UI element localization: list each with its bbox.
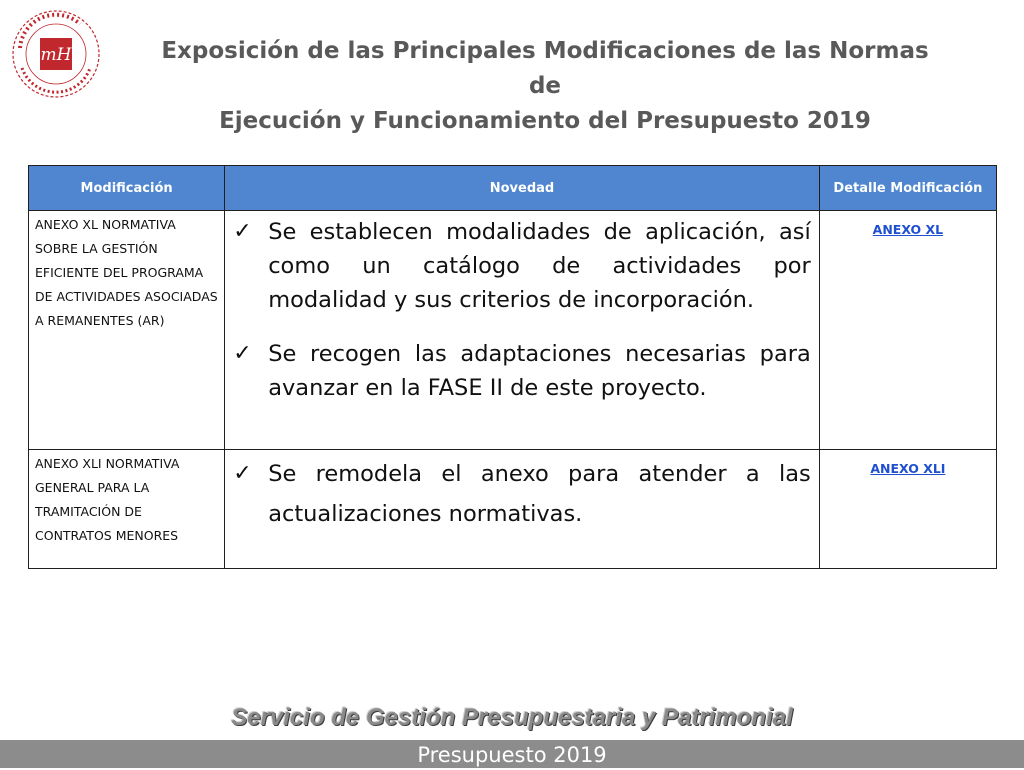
table-row <box>29 211 997 450</box>
modificacion-text: ANEXO XLI NORMATIVA GENERAL PARA LA TRAMITACIÓN DE CONTRATOS MENORES <box>35 456 180 543</box>
header-detalle: Detalle Modificación <box>819 166 996 211</box>
header-modificacion: Modificación <box>29 166 225 211</box>
checkmark-icon: ✓ <box>233 341 252 366</box>
footer-bar-text: Presupuesto 2019 <box>417 743 607 767</box>
detalle-cell <box>819 211 996 450</box>
novedad-cell <box>225 211 820 450</box>
detalle-cell <box>819 450 996 569</box>
novedad-text: Se establecen modalidades de aplicación, así como un catálogo de actividades por modalidad y sus criterios de incorporación. <box>268 219 811 313</box>
svg-text:mH: mH <box>40 45 72 65</box>
list-item <box>233 337 811 405</box>
modificacion-cell <box>29 450 225 569</box>
university-logo <box>10 8 102 100</box>
novedad-text: Se recogen las adaptaciones necesarias para avanzar en la FASE II de este proyecto. <box>268 341 811 401</box>
checkmark-icon: ✓ <box>233 461 252 486</box>
header-novedad: Novedad <box>225 166 820 211</box>
novedad-cell <box>225 450 820 569</box>
modifications-table <box>28 165 997 569</box>
checkmark-icon: ✓ <box>233 219 252 244</box>
footer-bar <box>0 740 1024 768</box>
novedad-list <box>225 211 819 405</box>
page-title <box>150 34 940 139</box>
title-line-1: Exposición de las Principales Modificaciones de las Normas de <box>161 38 929 99</box>
modificacion-cell <box>29 211 225 450</box>
service-title: Servicio de Gestión Presupuestaria y Patrimonial <box>231 704 793 731</box>
table-row <box>29 450 997 569</box>
title-line-2: Ejecución y Funcionamiento del Presupuesto 2019 <box>219 108 871 134</box>
novedad-list <box>225 450 819 534</box>
modificacion-text: ANEXO XL NORMATIVA SOBRE LA GESTIÓN EFICIENTE DEL PROGRAMA DE ACTIVIDADES ASOCIADAS A REMANENTES (AR) <box>35 217 218 328</box>
table-header-row <box>29 166 997 211</box>
novedad-text: Se remodela el anexo para atender a las actualizaciones normativas. <box>268 461 811 527</box>
list-item <box>233 454 811 534</box>
anexo-xli-link[interactable]: ANEXO XLI <box>870 461 946 476</box>
list-item <box>233 215 811 317</box>
anexo-xl-link[interactable]: ANEXO XL <box>872 222 944 237</box>
